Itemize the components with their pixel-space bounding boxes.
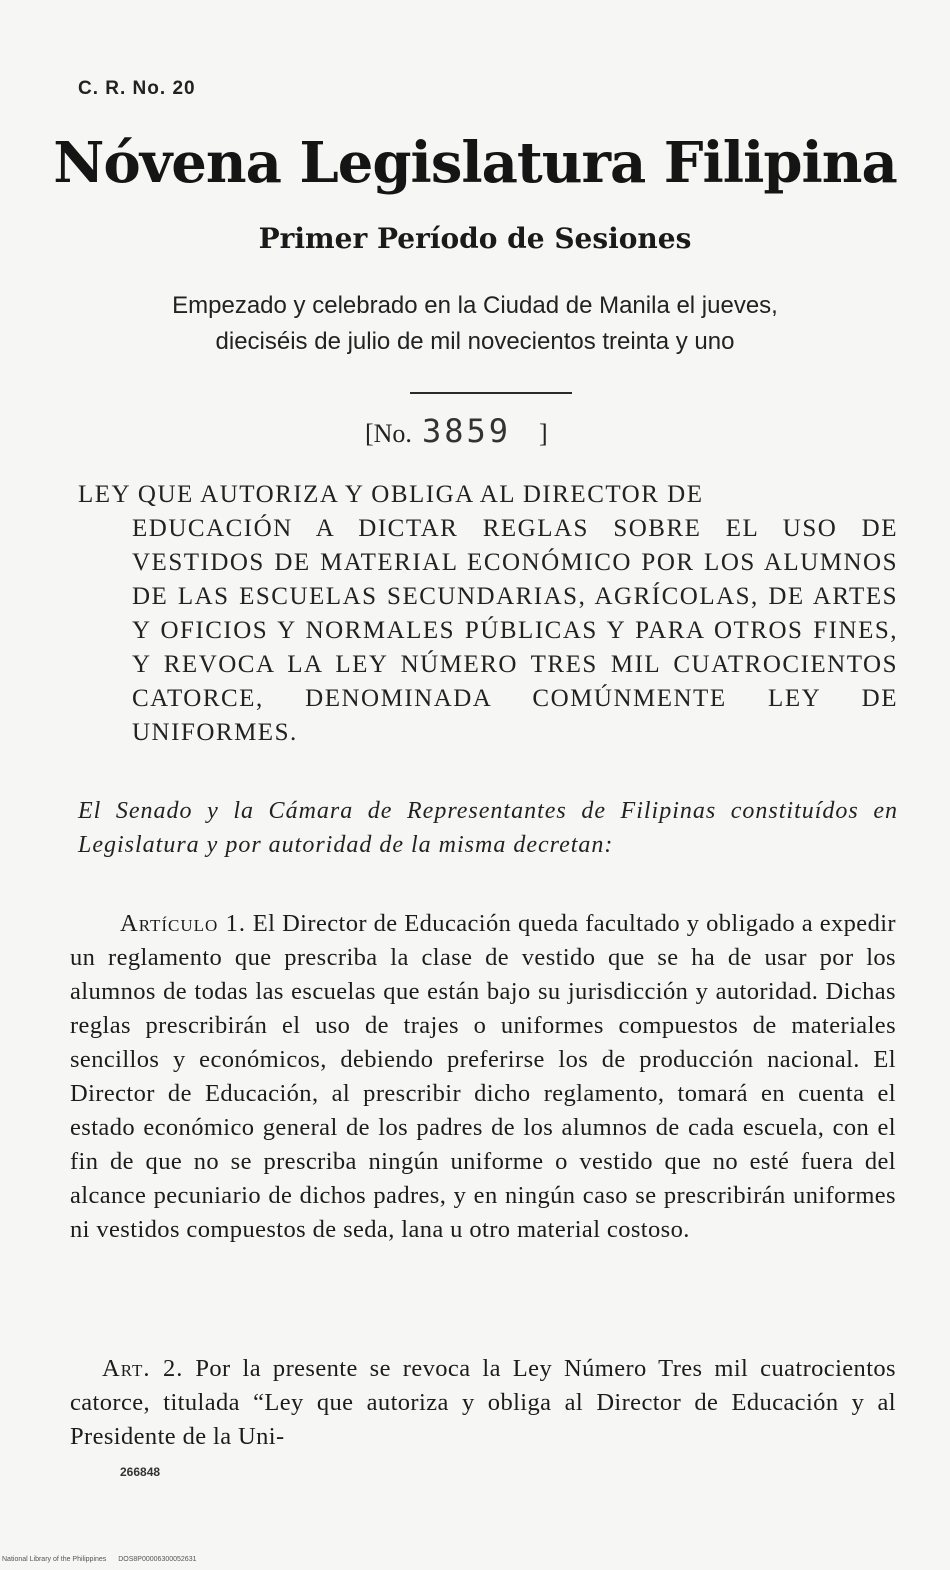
act-title (78, 478, 898, 750)
article-2 (70, 1352, 896, 1454)
library-name: National Library of the Philippines (2, 1556, 107, 1563)
act-number-prefix: [No. (365, 419, 412, 448)
act-number (365, 412, 548, 450)
article-2-text: Por la presente se revoca la Ley Número Tres mil cuatrocientos catorce, titulada “Ley que autoriza y obliga al Director de Educación y al Presidente de la Uni- (70, 1355, 896, 1450)
article-1-text: El Director de Educación queda facultado y obligado a expedir un reglamento que prescriba la clase de vestido que se ha de usar por los alumnos de todas las escuelas que están bajo su jurisdicción y autoridad. Dichas reglas prescribirán el uso de trajes o uniformes compuestos de materiales sencillos y económicos, debiendo preferirse los de producción nacional. El Director de Educación, al prescribir dicho reglamento, tomará en cuenta el estado económico general de los padres de los alumnos de cada escuela, con el fin de que no se prescriba ningún uniforme o vestido que no esté fuera del alcance pecuniario de dichos padres, y en ningún caso se prescribirán uniformes ni vestidos compuestos de seda, lana u otro material costoso. (70, 910, 896, 1243)
act-number-value: 3859 (421, 412, 511, 450)
scan-footer (2, 1556, 206, 1563)
session-start-line-1: Empezado y celebrado en la Ciudad de Manila el jueves, (172, 292, 778, 319)
cr-number: C. R. No. 20 (78, 78, 196, 99)
print-code: 266848 (120, 1465, 161, 1479)
session-subtitle: Primer Período de Sesiones (258, 222, 692, 255)
act-number-suffix: ] (539, 419, 548, 448)
document-id: DOS8P00006300052631 (118, 1556, 197, 1563)
divider-rule (410, 392, 572, 394)
session-start-line-2: dieciséis de julio de mil novecientos treinta y uno (215, 328, 735, 355)
session-start-text (0, 288, 950, 360)
article-2-label: Art. 2. (102, 1355, 184, 1382)
act-title-continuation: EDUCACIÓN A DICTAR REGLAS SOBRE EL USO DE VESTIDOS DE MATERIAL ECONÓMICO POR LOS ALUMNOS DE LAS ESCUELAS SECUNDARIAS, AGRÍCOLAS, DE ARTES Y OFICIOS Y NORMALES PÚBLICAS Y PARA OTROS FINES, Y REVOCA LA LEY NÚMERO TRES MIL CUATROCIENTOS CATORCE, DENOMINADA COMÚNMENTE LEY DE UNIFORMES. (132, 515, 898, 746)
act-title-first-line: LEY QUE AUTORIZA Y OBLIGA AL DIRECTOR DE (78, 481, 704, 508)
enacting-clause: El Senado y la Cámara de Representantes de Filipinas constituídos en Legislatura y por autoridad de la misma decretan: (78, 798, 898, 858)
legislature-title: Nóvena Legislatura Filipina (53, 130, 897, 196)
article-1-label: Artículo 1. (120, 910, 247, 937)
article-1 (70, 907, 896, 1247)
